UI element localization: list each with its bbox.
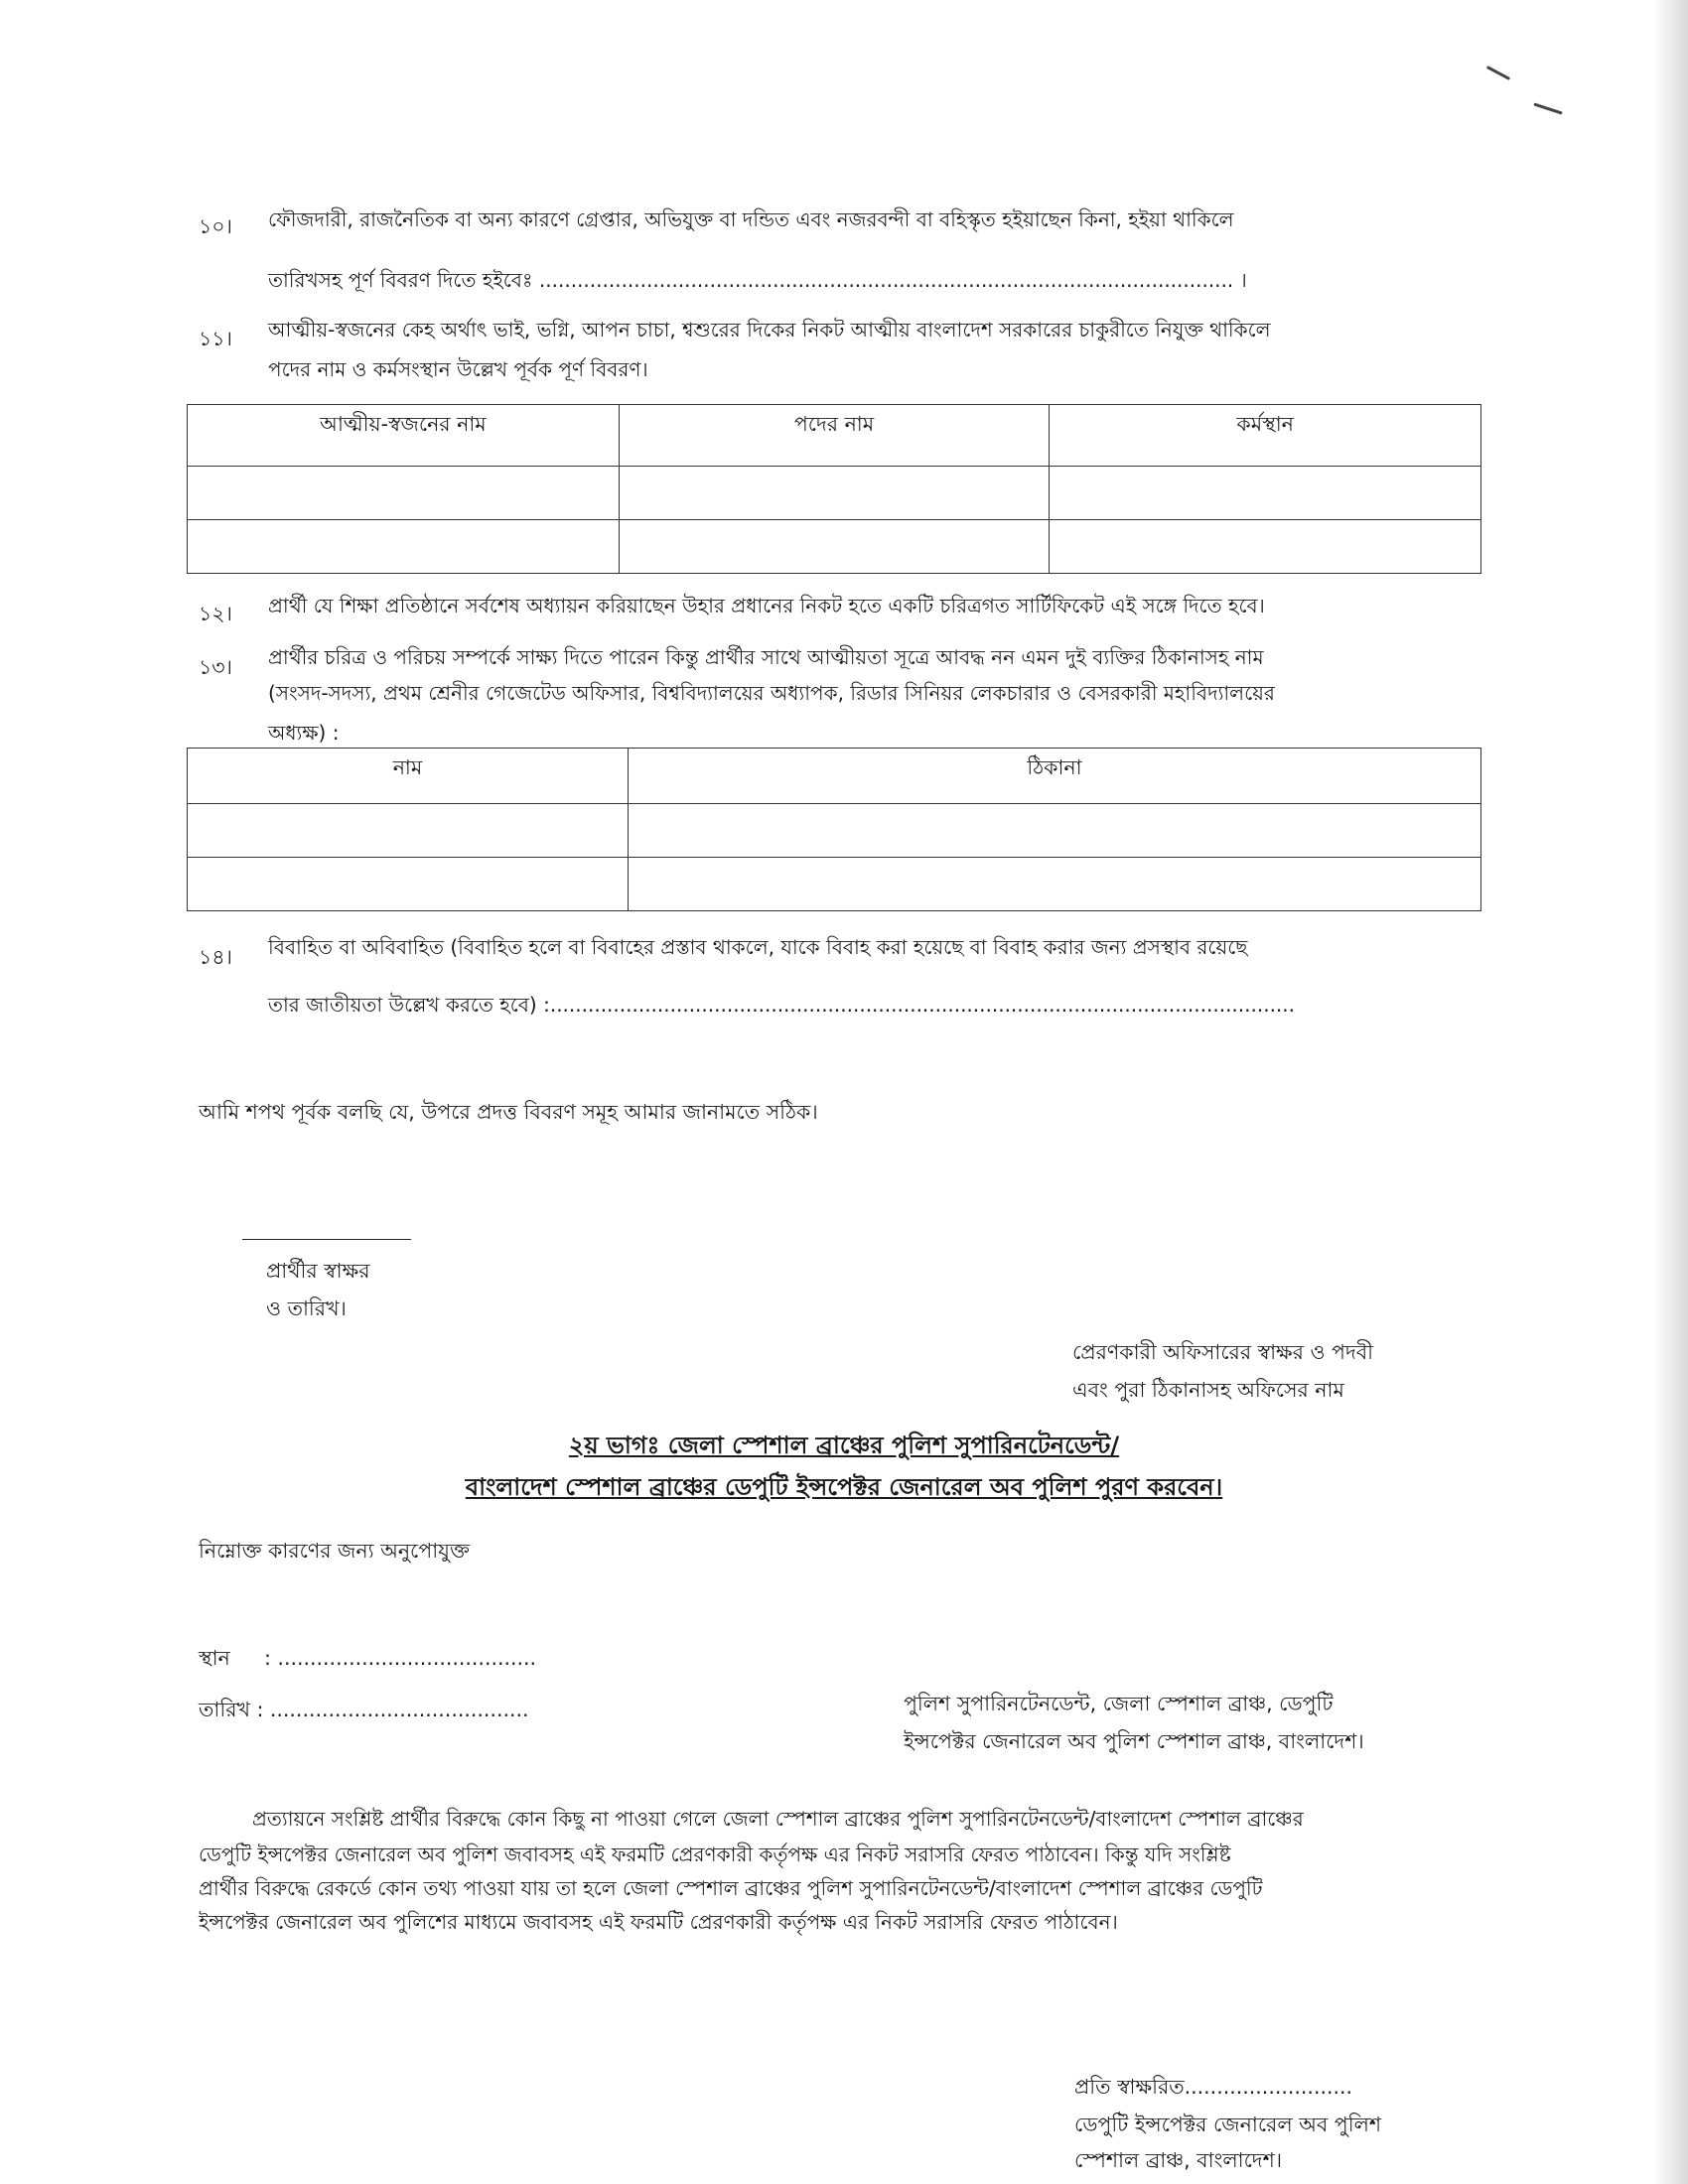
candidate-date-label: ও তারিখ। bbox=[266, 1297, 347, 1320]
item-14-number: ১৪। bbox=[199, 945, 232, 969]
scan-mark bbox=[1533, 102, 1562, 114]
candidate-signature-line[interactable] bbox=[242, 1239, 411, 1240]
dig-title-2: স্পেশাল ব্রাঞ্চ, বাংলাদেশ। bbox=[1074, 2148, 1283, 2172]
table-row bbox=[188, 858, 1481, 911]
oath-statement: আমি শপথ পূর্বক বলছি যে, উপরে প্রদত্ত বিবরণ সমূহ আমার জানামতে সঠিক। bbox=[199, 1100, 818, 1124]
page-edge-shadow bbox=[1652, 0, 1688, 2184]
referees-cell[interactable] bbox=[188, 858, 629, 911]
referees-header-address: ঠিকানা bbox=[628, 749, 1480, 804]
referees-header-name: নাম bbox=[188, 749, 629, 804]
relatives-cell[interactable] bbox=[188, 467, 620, 520]
item-10-text-2: তারিখসহ পূর্ণ বিবরণ দিতে হইবেঃ .............................................................................................................. । bbox=[268, 268, 1247, 292]
sender-signature-label: প্রেরণকারী অফিসারের স্বাক্ষর ও পদবী bbox=[1072, 1340, 1374, 1364]
instruction-paragraph-2: ডেপুটি ইন্সপেক্টর জেনারেল অব পুলিশ জবাবসহ এই ফরমটি প্রেরণকারী কর্তৃপক্ষ এর নিকট সরাসরি ফেরত পাঠাবেন। কিন্তু যদি সংশ্লিষ্ট bbox=[199, 1843, 1231, 1866]
sp-officer-title: পুলিশ সুপারিনটেনডেন্ট, জেলা স্পেশাল ব্রাঞ্চ, ডেপুটি bbox=[904, 1692, 1334, 1715]
referees-cell[interactable] bbox=[628, 858, 1480, 911]
relatives-header-name: আত্মীয়-স্বজনের নাম bbox=[188, 405, 620, 467]
item-11-number: ১১। bbox=[199, 327, 232, 350]
item-11-text: আত্মীয়-স্বজনের কেহ অর্থাৎ ভাই, ভগ্নি, আপন চাচা, শ্বশুরের দিকের নিকট আত্মীয় বাংলাদেশ সরকারের চাকুরীতে নিযুক্ত থাকিলে bbox=[268, 318, 1271, 341]
table-row bbox=[188, 520, 1481, 574]
referees-cell[interactable] bbox=[628, 804, 1480, 858]
item-11-text-2: পদের নাম ও কর্মসংস্থান উল্লেখ পূর্বক পূর্ণ বিবরণ। bbox=[268, 357, 648, 381]
item-13-number: ১৩। bbox=[199, 655, 232, 679]
candidate-signature-label: প্রার্থীর স্বাক্ষর bbox=[266, 1259, 370, 1283]
item-14-text: বিবাহিত বা অবিবাহিত (বিবাহিত হলে বা বিবাহের প্রস্তাব থাকলে, যাকে বিবাহ করা হয়েছে বা বিবাহ করার জন্য প্রসস্থাব রয়েছে bbox=[268, 935, 1248, 959]
date-field[interactable]: তারিখ : ........................................ bbox=[199, 1698, 529, 1721]
table-row bbox=[188, 467, 1481, 520]
sp-officer-title-2: ইন্সপেক্টর জেনারেল অব পুলিশ স্পেশাল ব্রাঞ্চ, বাংলাদেশ। bbox=[904, 1729, 1364, 1753]
relatives-cell[interactable] bbox=[1050, 520, 1481, 574]
item-13-text-2: (সংসদ-সদস্য, প্রথম শ্রেনীর গেজেটেড অফিসার, বিশ্ববিদ্যালয়ের অধ্যাপক, রিডার সিনিয়র লেকচারার ও বেসরকারী মহাবিদ্যালয়ের bbox=[268, 681, 1275, 705]
relatives-cell[interactable] bbox=[619, 520, 1050, 574]
relatives-cell[interactable] bbox=[619, 467, 1050, 520]
item-14-text-2: তার জাতীয়তা উল্লেখ করতে হবে) :...................................................................................................................... bbox=[268, 993, 1296, 1017]
place-field[interactable]: : ........................................ bbox=[264, 1646, 537, 1670]
instruction-paragraph: প্রত্যায়নে সংশ্লিষ্ট প্রার্থীর বিরুদ্ধে কোন কিছু না পাওয়া গেলে জেলা স্পেশাল ব্রাঞ্চের পুলিশ সুপারিনটেনডেন্ট/বাংলাদেশ স্পেশাল ব্রাঞ্চের bbox=[252, 1807, 1304, 1831]
instruction-paragraph-4: ইন্সপেক্টর জেনারেল অব পুলিশের মাধ্যমে জবাবসহ এই ফরমটি প্রেরণকারী কর্তৃপক্ষ এর নিকট সরাসরি ফেরত পাঠাবেন। bbox=[199, 1910, 1118, 1934]
relatives-cell[interactable] bbox=[188, 520, 620, 574]
table-row bbox=[188, 804, 1481, 858]
instruction-paragraph-3: প্রার্থীর বিরুদ্ধে রেকর্ডে কোন তথ্য পাওয়া যায় তা হলে জেলা স্পেশাল ব্রাঞ্চের পুলিশ সুপারিনটেনডেন্ট/বাংলাদেশ স্পেশাল ব্রাঞ্চের ডেপুটি bbox=[199, 1876, 1263, 1900]
relatives-header-post: পদের নাম bbox=[619, 405, 1050, 467]
sender-office-label: এবং পুরা ঠিকানাসহ অফিসের নাম bbox=[1072, 1378, 1344, 1402]
referees-table bbox=[187, 748, 1481, 911]
item-13-text: প্রার্থীর চরিত্র ও পরিচয় সম্পর্কে সাক্ষ্য দিতে পারেন কিন্তু প্রার্থীর সাথে আত্মীয়তা সূত্রে আবদ্ধ নন এমন দুই ব্যক্তির ঠিকানাসহ নাম bbox=[268, 645, 1264, 669]
item-10-text: ফৌজদারী, রাজনৈতিক বা অন্য কারণে গ্রেপ্তার, অভিযুক্ত বা দন্ডিত এবং নজরবন্দী বা বহিস্কৃত হইয়াছেন কিনা, হইয়া থাকিলে bbox=[268, 207, 1234, 231]
item-12-number: ১২। bbox=[199, 602, 232, 625]
relatives-header-workplace: কর্মস্থান bbox=[1050, 405, 1481, 467]
dig-title: ডেপুটি ইন্সপেক্টর জেনারেল অব পুলিশ bbox=[1074, 2113, 1381, 2136]
unfit-reason-label: নিম্নোক্ত কারণের জন্য অনুপোযুক্ত bbox=[199, 1539, 470, 1563]
item-10-number: ১০। bbox=[199, 214, 232, 238]
relatives-cell[interactable] bbox=[1050, 467, 1481, 520]
item-13-text-3: অধ্যক্ষ) : bbox=[268, 721, 340, 745]
place-label: স্থান bbox=[199, 1646, 230, 1670]
part2-heading-2: বাংলাদেশ স্পেশাল ব্রাঞ্চের ডেপুটি ইন্সপেক্টর জেনারেল অব পুলিশ পুরণ করবেন। bbox=[465, 1473, 1223, 1501]
part2-heading: ২য় ভাগঃ জেলা স্পেশাল ব্রাঞ্চের পুলিশ সুপারিনটেনডেন্ট/ bbox=[568, 1432, 1120, 1459]
scan-mark bbox=[1486, 66, 1510, 80]
relatives-table bbox=[187, 404, 1481, 574]
counter-signature-field[interactable]: প্রতি স্বাক্ষরিত.......................... bbox=[1074, 2075, 1353, 2099]
referees-cell[interactable] bbox=[188, 804, 629, 858]
item-12-text: প্রার্থী যে শিক্ষা প্রতিষ্ঠানে সর্বশেষ অধ্যায়ন করিয়াছেন উহার প্রধানের নিকট হতে একটি চরিত্রগত সার্টিফিকেট এই সঙ্গে দিতে হবে। bbox=[268, 594, 1265, 617]
